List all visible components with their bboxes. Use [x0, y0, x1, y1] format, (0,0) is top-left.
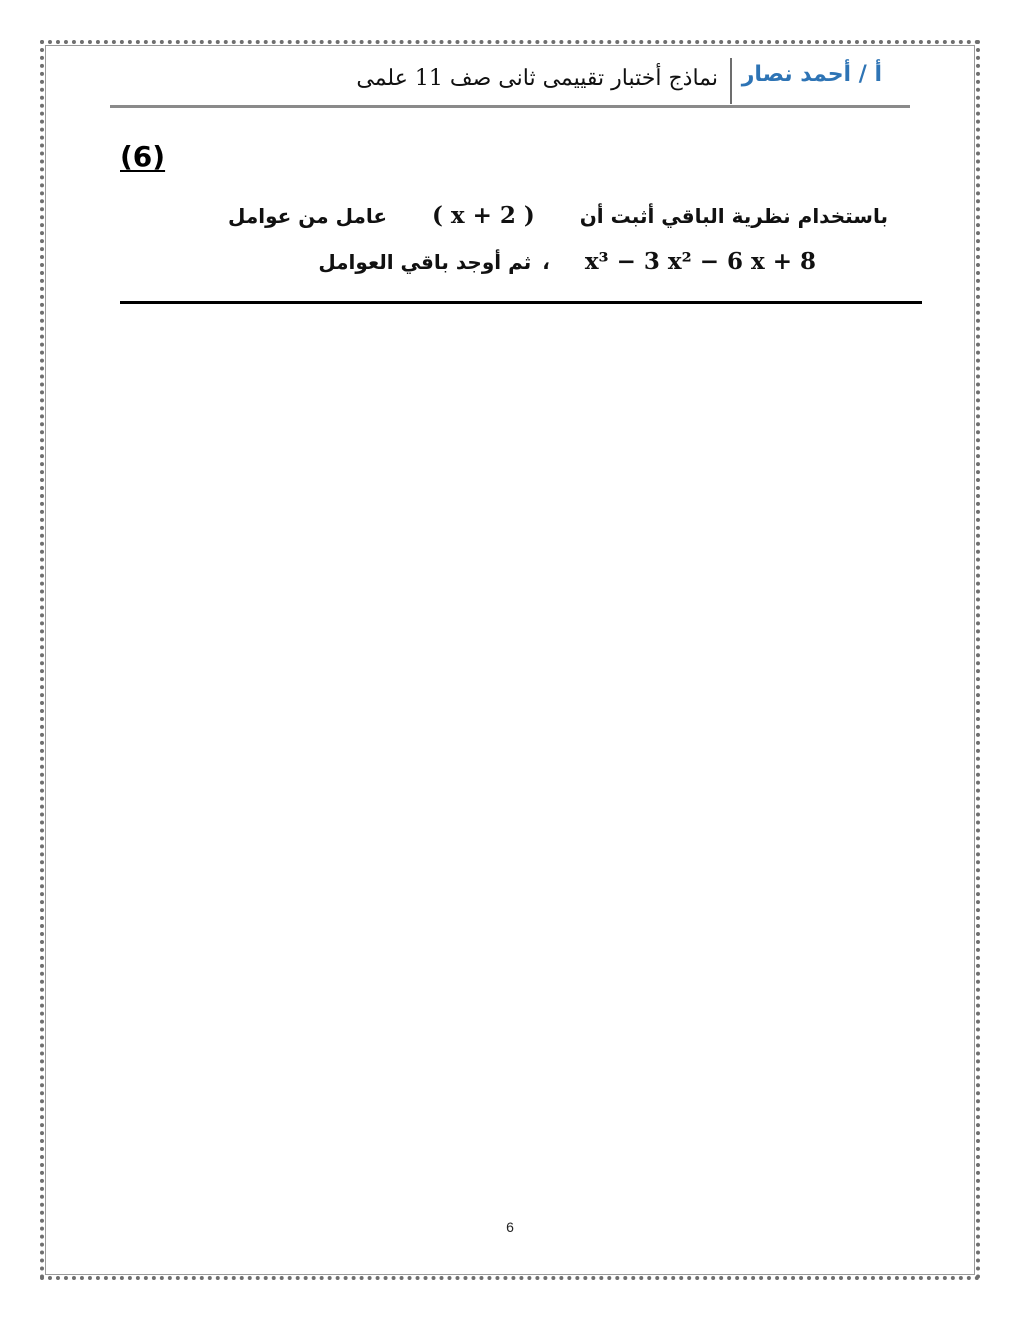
question-text-suffix: عامل من عوامل	[228, 204, 388, 228]
header-divider	[730, 58, 732, 104]
question-line-1	[228, 202, 888, 229]
question-line-2	[318, 248, 834, 275]
page-header	[110, 58, 910, 108]
question-separator-rule	[120, 301, 922, 304]
question-text-prefix: باستخدام نظرية الباقي أثبت أن	[579, 204, 888, 228]
header-title: نماذج أختبار تقييمى ثانى صف 11 علمى	[356, 66, 718, 91]
header-author: أ / أحمد نصار	[741, 62, 882, 87]
question-text-final: ثم أوجد باقي العوامل	[318, 250, 532, 274]
question-number: (6)	[120, 140, 166, 173]
polynomial-expression: x³ − 3 x² − 6 x + 8	[584, 248, 816, 275]
factor-expression: ( x + 2 )	[431, 202, 535, 229]
header-rule	[110, 105, 910, 108]
separator: ،	[542, 250, 550, 274]
page-number: 6	[506, 1219, 514, 1235]
